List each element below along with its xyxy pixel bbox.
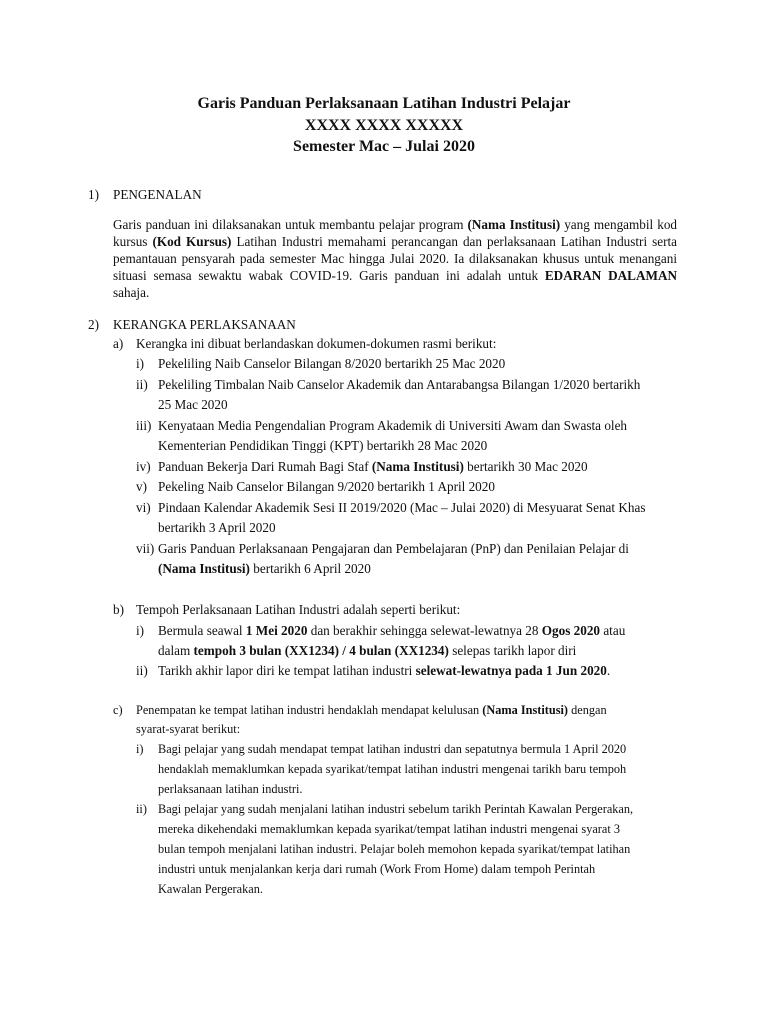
paragraph-text: Latihan Industri memahami perancangan dan perlaksanaan Latihan Industri serta pemantauan pensyarah pada semester Mac hingga Julai 2020. Ia dilaksanakan khusus untuk menangani situasi semasa sewaktu wabak COVID-19. Garis panduan ini adalah untuk bbox=[113, 234, 677, 283]
list-item-text: atau bbox=[600, 623, 626, 638]
start-date: 1 Mei 2020 bbox=[245, 623, 308, 638]
list-item-continued: bulan tempoh menjalani latihan industri. Pelajar boleh memohon kepada syarikat/tempat latihan bbox=[158, 842, 631, 856]
item-b-label: b) bbox=[113, 602, 124, 617]
list-item-text: selepas tarikh lapor diri bbox=[448, 643, 577, 658]
paragraph-text: yang mengambil kod kursus bbox=[113, 217, 678, 249]
deadline: selewat-lewatnya pada 1 Jun 2020 bbox=[415, 663, 607, 678]
item-b-text: Tempoh Perlaksanaan Latihan Industri adalah seperti berikut: bbox=[136, 602, 461, 617]
list-item-continued bbox=[158, 642, 576, 659]
list-number: ii) bbox=[136, 802, 147, 816]
item-a-label: a) bbox=[113, 336, 124, 351]
list-item-text: Panduan Bekerja Dari Rumah Bagi Staf bbox=[158, 459, 372, 474]
list-item bbox=[158, 458, 588, 475]
document-semester: Semester Mac – Julai 2020 bbox=[293, 138, 475, 155]
list-item: Kenyataan Media Pengendalian Program Akademik di Universiti Awam dan Swasta oleh bbox=[158, 418, 628, 433]
paragraph-text: Garis panduan ini dilaksanakan untuk membantu pelajar program bbox=[113, 217, 468, 232]
item-a-text: Kerangka ini dibuat berlandaskan dokumen-dokumen rasmi berikut: bbox=[136, 336, 497, 351]
institution-name: (Nama Institusi) bbox=[482, 703, 569, 717]
list-item bbox=[158, 622, 625, 639]
section-2-heading: KERANGKA PERLAKSANAAN bbox=[113, 317, 296, 332]
internal-circulation: EDARAN DALAMAN bbox=[544, 268, 677, 283]
list-number: v) bbox=[136, 479, 147, 494]
list-item-continued: industri untuk menjalankan kerja dari rumah (Work From Home) dalam tempoh Perintah bbox=[158, 862, 596, 876]
list-item-continued: perlaksanaan latihan industri. bbox=[158, 782, 303, 796]
list-item-continued: bertarikh 3 April 2020 bbox=[158, 520, 276, 535]
institution-name: (Nama Institusi) bbox=[467, 217, 561, 232]
list-item-text: Tarikh akhir lapor diri ke tempat latihan industri bbox=[158, 663, 416, 678]
list-number: i) bbox=[136, 356, 145, 371]
item-c-label: c) bbox=[113, 703, 123, 717]
list-number: i) bbox=[136, 742, 144, 756]
list-item-continued: hendaklah memaklumkan kepada syarikat/tempat latihan industri mengenai tarikh baru tempoh bbox=[158, 762, 627, 776]
list-item: Pekeliling Naib Canselor Bilangan 8/2020 bertarikh 25 Mac 2020 bbox=[158, 356, 506, 371]
end-month: Ogos 2020 bbox=[541, 623, 601, 638]
list-item-text: Penempatan ke tempat latihan industri hendaklah mendapat kelulusan bbox=[136, 703, 483, 717]
list-number: iv) bbox=[136, 459, 151, 474]
section-2-number: 2) bbox=[88, 317, 99, 332]
list-item-text: dan berakhir sehingga selewat-lewatnya 28 bbox=[307, 623, 542, 638]
paragraph-text: sahaja. bbox=[113, 285, 150, 300]
list-item-text: bertarikh 6 April 2020 bbox=[249, 561, 371, 576]
section-1-paragraph bbox=[113, 216, 677, 301]
list-number: ii) bbox=[136, 663, 148, 678]
list-number: vii) bbox=[136, 541, 155, 556]
item-c-text bbox=[136, 700, 607, 720]
institution-name: (Nama Institusi) bbox=[371, 459, 464, 474]
section-1-number: 1) bbox=[88, 187, 99, 202]
list-item-continued: 25 Mac 2020 bbox=[158, 397, 228, 412]
list-number: ii) bbox=[136, 377, 148, 392]
list-number: i) bbox=[136, 623, 145, 638]
list-item: Pekeliling Timbalan Naib Canselor Akademik dan Antarabangsa Bilangan 1/2020 bertarikh bbox=[158, 377, 641, 392]
list-item: Pekeling Naib Canselor Bilangan 9/2020 bertarikh 1 April 2020 bbox=[158, 479, 495, 494]
list-item-text: . bbox=[606, 663, 611, 678]
institution-name: (Nama Institusi) bbox=[158, 561, 250, 576]
list-item: Garis Panduan Perlaksanaan Pengajaran dan Pembelajaran (PnP) dan Penilaian Pelajar di bbox=[158, 541, 629, 556]
list-item-text: dengan bbox=[568, 703, 607, 717]
course-code: (Kod Kursus) bbox=[152, 234, 232, 249]
list-item-continued: Kementerian Pendidikan Tinggi (KPT) bertarikh 28 Mac 2020 bbox=[158, 438, 488, 453]
list-item-text: Bermula seawal bbox=[158, 623, 246, 638]
list-item-continued: Kawalan Pergerakan. bbox=[158, 882, 263, 896]
list-item: Bagi pelajar yang sudah menjalani latihan industri sebelum tarikh Perintah Kawalan Pergerakan, bbox=[158, 802, 634, 816]
list-number: iii) bbox=[136, 418, 152, 433]
section-1-heading: PENGENALAN bbox=[113, 187, 202, 202]
list-number: vi) bbox=[136, 500, 151, 515]
list-item bbox=[158, 662, 610, 679]
list-item-continued: mereka dikehendaki memaklumkan kepada syarikat/tempat latihan industri mengenai syarat 3 bbox=[158, 822, 620, 836]
list-item: Pindaan Kalendar Akademik Sesi II 2019/2020 (Mac – Julai 2020) di Mesyuarat Senat Khas bbox=[158, 500, 646, 515]
list-item: Bagi pelajar yang sudah mendapat tempat latihan industri dan sepatutnya bermula 1 April 2020 bbox=[158, 742, 627, 756]
list-item-text: dalam bbox=[158, 643, 194, 658]
duration: tempoh 3 bulan (XX1234) / 4 bulan (XX1234) bbox=[193, 643, 449, 658]
item-c-text-continued: syarat-syarat berikut: bbox=[136, 722, 241, 736]
document-title: Garis Panduan Perlaksanaan Latihan Industri Pelajar bbox=[197, 95, 571, 112]
document-code: XXXX XXXX XXXXX bbox=[304, 117, 464, 134]
list-item-text: bertarikh 30 Mac 2020 bbox=[463, 459, 588, 474]
list-item-continued bbox=[158, 560, 371, 577]
